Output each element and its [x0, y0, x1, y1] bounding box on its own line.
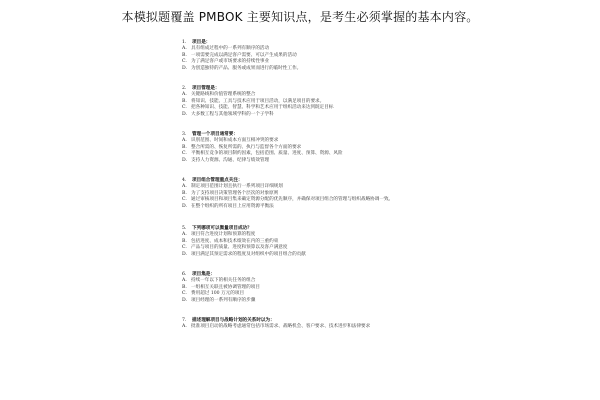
option-letter: B.	[182, 238, 187, 244]
question-3	[182, 132, 427, 164]
option-d	[182, 112, 427, 119]
option-text: 费用超过 100 万元的项目	[191, 291, 245, 296]
option-letter: C.	[182, 151, 187, 156]
option-text: 平衡相互竞争的项目制约因素，包括范围、质量、进度、预算、资源、风险	[191, 151, 343, 156]
page-heading: 本模拟题覆盖 PMBOK 主要知识点，是考生必须掌握的基本内容。	[121, 10, 479, 24]
option-letter: A.	[182, 324, 187, 329]
option-text: 整合所需的、恢复所需的、执行与监督各个方面的要求	[191, 144, 302, 150]
option-letter: D.	[182, 111, 187, 117]
question-list	[182, 40, 427, 331]
option-text: 将知识、技能、工具与技术应用于项目活动，以满足项目的要求。	[191, 98, 325, 104]
option-d	[182, 298, 427, 305]
question-number: 5.	[182, 226, 187, 231]
option-letter: B.	[182, 190, 187, 196]
option-text: 识别范围、时间和成本方面互相冲突的要求	[191, 138, 279, 143]
question-text: 描述理解项目与战略计划的关系时以为：	[192, 318, 275, 323]
option-letter: A.	[182, 184, 187, 189]
question-text: 项目组合管理重点关注：	[192, 178, 243, 183]
option-letter: B.	[182, 98, 187, 104]
option-letter: A.	[182, 138, 187, 143]
option-text: 把各种知识、技能、智慧、科学和艺术应用于组织活动来达到既定目标	[191, 105, 334, 110]
option-letter: A.	[182, 232, 187, 237]
option-letter: A.	[182, 92, 187, 97]
option-text: 持续一年以下的相关任务的组合	[191, 278, 256, 283]
question-text: 管理一个项目通常要：	[192, 132, 238, 137]
option-letter: C.	[182, 59, 187, 64]
option-d	[182, 252, 427, 259]
option-letter: C.	[182, 197, 187, 202]
option-text: 关键路线和价值管理系统的整合	[191, 92, 256, 97]
option-letter: C.	[182, 291, 187, 296]
option-letter: A.	[182, 46, 187, 51]
option-text: 包括进度、成本和技术绩效在内的三重约束	[191, 238, 279, 244]
option-letter: D.	[182, 297, 187, 303]
question-1	[182, 40, 427, 72]
option-letter: D.	[182, 251, 187, 257]
option-d	[182, 158, 427, 165]
option-letter: D.	[182, 203, 187, 209]
option-text: 大多数工程与其他领域学科的一个子学科	[191, 111, 274, 117]
option-letter: B.	[182, 284, 187, 290]
question-number: 2.	[182, 86, 187, 91]
question-number: 7.	[182, 318, 187, 323]
question-6	[182, 272, 427, 304]
question-number: 4.	[182, 178, 187, 183]
question-2	[182, 86, 427, 118]
question-text: 下列哪项可以衡量项目成功？	[192, 226, 252, 231]
option-text: 为了支持项目决策管理各个层次的对象原则	[191, 190, 279, 196]
option-text: 批准项目启动的战略考虑通常包括市场需求、战略机会、客户要求、技术进步和法律要求	[191, 324, 371, 329]
option-letter: B.	[182, 52, 187, 58]
question-text: 项目管理是：	[192, 86, 220, 91]
option-text: 通过审核项目和项目集来确定资源分配的优先顺序，并确保对项目组合的管理与组织战略协调一致。	[191, 197, 394, 202]
option-letter: D.	[182, 65, 187, 71]
option-d	[182, 204, 427, 211]
option-text: 支持人力资源、沟通、纪律与绩效管理	[191, 157, 270, 163]
option-text: 项目符合进度计划和预算的程度	[191, 232, 256, 237]
question-5	[182, 226, 427, 258]
option-text: 一组相互关联且被协调管理的项目	[191, 284, 260, 290]
option-text: 在整个组织的所有项目上应用资源平衡法	[191, 203, 274, 209]
question-number: 3.	[182, 132, 187, 137]
option-letter: D.	[182, 157, 187, 163]
option-a	[182, 324, 427, 331]
option-letter: C.	[182, 105, 187, 110]
option-text: 产品与项目的质量、进度和预算以及客户满意度	[191, 245, 288, 250]
option-text: 具有组成过程中的一系列有顺序的活动	[191, 46, 270, 51]
option-text: 制定项目范围计划且执行一系列项目详细规划	[191, 184, 283, 189]
question-7	[182, 318, 427, 331]
option-letter: A.	[182, 278, 187, 283]
option-text: 项目经理的一系列有顺序的步骤	[191, 297, 256, 303]
question-number: 6.	[182, 272, 187, 277]
option-d	[182, 66, 427, 73]
option-letter: C.	[182, 245, 187, 250]
option-text: 项目满足其预定需求的程度及对组织中的项目组合的贡献	[191, 251, 306, 257]
question-number: 1.	[182, 40, 187, 45]
question-text: 项目是：	[192, 40, 211, 45]
question-4	[182, 178, 427, 210]
question-text: 项目集是：	[192, 272, 215, 277]
option-text: 为了满足客户或市场要求的持续性事业	[191, 59, 270, 64]
option-text: 一项需要完成以满足客户需要、可以产生成果的活动	[191, 52, 297, 58]
option-letter: B.	[182, 144, 187, 150]
option-text: 为创造独特的产品、服务或成果而进行的临时性工作。	[191, 65, 302, 71]
